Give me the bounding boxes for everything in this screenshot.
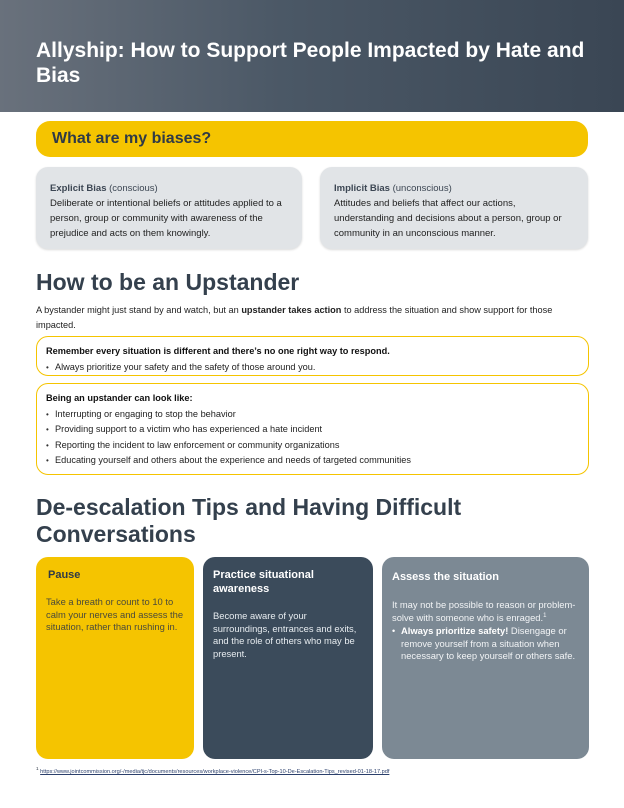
upstander-intro — [36, 303, 576, 333]
assess-situation-card — [382, 557, 589, 759]
deescalation-section-title: De-escalation Tips and Having Difficult Conversations — [36, 494, 462, 547]
safety-emphasis: Always prioritize safety! — [401, 625, 509, 636]
explicit-bias-term-line — [50, 181, 288, 196]
assess-text: It may not be possible to reason or problem-solve with someone who is enraged. — [392, 599, 576, 623]
list-item: • Providing support to a victim who has experienced a hate incident — [46, 422, 579, 438]
footnote-link[interactable]: https://www.jointcommission.org/-/media/tjc/documents/resources/workplace-violence/CPI-s-Top-10-De-Escalation-Tips_revised-01-18-17.pdf — [40, 768, 390, 775]
header-banner — [0, 0, 624, 112]
intro-text-start: A bystander might just stand by and watch, but an — [36, 305, 242, 315]
explicit-bias-panel — [36, 167, 302, 249]
remember-heading: Remember every situation is different and there’s no one right way to respond. — [46, 346, 390, 356]
situational-awareness-card — [203, 557, 373, 759]
page-title: Allyship: How to Support People Impacted by Hate and Bias — [36, 39, 585, 87]
looks-like-list — [46, 407, 579, 469]
assess-situation-card-text — [392, 599, 579, 624]
looks-like-heading: Being an upstander can look like: — [46, 393, 193, 403]
situational-awareness-card-text: Become aware of your surroundings, entrances and exits, and the role of others who may be present. — [213, 610, 357, 659]
explicit-bias-definition: Deliberate or intentional beliefs or attitudes applied to a person, group or community with awareness of the prejudice and acts on them knowingly. — [50, 198, 282, 239]
footnote-marker: 1 — [543, 612, 547, 619]
intro-text-end: to address the situation and show support for those impacted. — [36, 305, 553, 330]
safety-text: Disengage or remove yourself from a situation when necessary to keep yourself or others safe. — [401, 625, 576, 661]
footnote — [36, 766, 389, 775]
pause-card-title: Pause — [48, 569, 81, 581]
pause-card-text: Take a breath or count to 10 to calm your nerves and assess the situation, rather than rushing in. — [46, 596, 184, 632]
implicit-bias-definition: Attitudes and beliefs that affect our actions, understanding and decisions about a person, group or community in an unconscious manner. — [334, 198, 562, 239]
explicit-bias-qualifier: (conscious) — [109, 183, 158, 194]
assess-list — [392, 625, 579, 663]
intro-text-bold: upstander takes action — [241, 305, 342, 315]
situational-awareness-card-title: Practice situational awareness — [213, 569, 314, 595]
footnote-number: 1 — [36, 766, 39, 771]
explicit-bias-term: Explicit Bias — [50, 183, 107, 194]
implicit-bias-panel — [320, 167, 588, 249]
assess-situation-card-title: Assess the situation — [392, 571, 499, 583]
implicit-bias-term-line — [334, 181, 574, 196]
remember-list — [46, 360, 579, 376]
list-item: • Always prioritize your safety and the safety of those around you. — [46, 360, 579, 376]
remember-callout — [36, 336, 589, 376]
pause-card — [36, 557, 194, 759]
implicit-bias-qualifier: (unconscious) — [392, 183, 452, 194]
upstander-looks-like-callout — [36, 383, 589, 475]
biases-heading-banner — [36, 121, 588, 157]
list-item: • Interrupting or engaging to stop the behavior — [46, 407, 579, 423]
list-item: • Reporting the incident to law enforcement or community organizations — [46, 438, 579, 454]
biases-heading: What are my biases? — [52, 130, 212, 147]
upstander-section-title: How to be an Upstander — [36, 269, 300, 295]
list-item — [392, 625, 579, 663]
list-item: • Educating yourself and others about the experience and needs of targeted communities — [46, 453, 579, 469]
implicit-bias-term: Implicit Bias — [334, 183, 390, 194]
